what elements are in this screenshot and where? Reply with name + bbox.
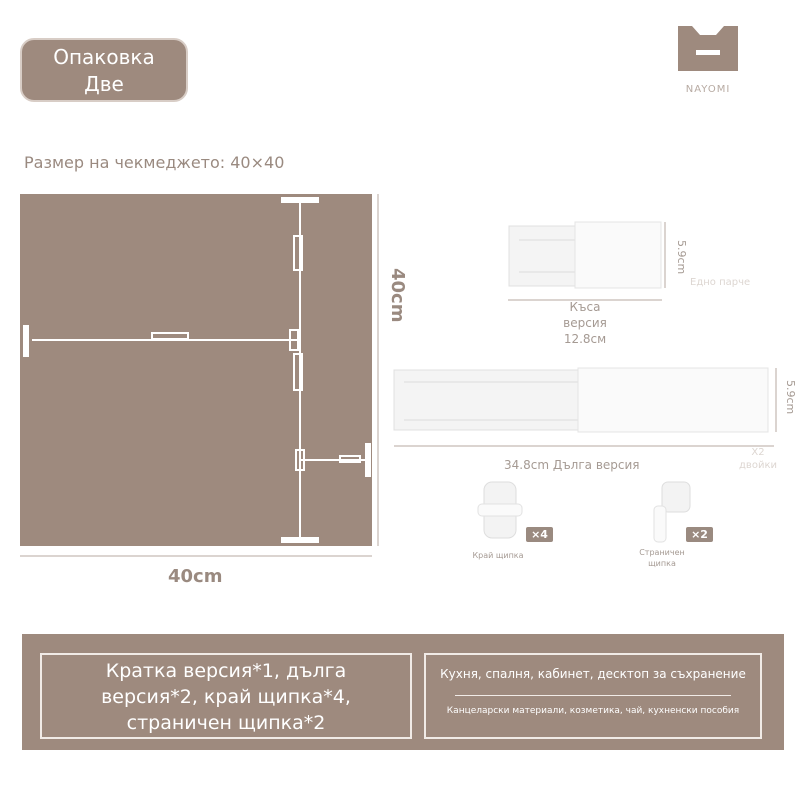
usage-subtitle: Канцеларски материали, козметика, чай, кухненски пособия [446,706,740,716]
divider-layout-diagram [20,194,372,546]
contents-line-1: Кратка версия*1, дълга [105,660,347,682]
package-contents-box [40,653,412,739]
brand-logo-text: NAYOMI [685,84,731,95]
short-note: Едно парче [690,277,751,288]
short-height-label: 5.9cm [675,240,688,275]
long-length-line [394,444,774,448]
side-clip-label [632,547,692,569]
usage-divider [455,695,731,696]
badge-line-2: Две [84,72,124,96]
end-clip-count: ×4 [526,527,553,542]
usage-box [424,653,762,739]
side-clip-count: ×2 [686,527,713,542]
long-divider-illustration [392,364,772,436]
long-count-line-2: двойки [739,460,777,471]
long-count [728,446,788,472]
short-height-line [663,222,667,288]
badge-line-1: Опаковка [53,45,155,69]
contents-line-2: версия*2, край щипка*4, [101,686,351,708]
package-badge [20,38,188,102]
drawer-height-line [376,194,380,546]
short-title [540,299,630,347]
drawer-width-label: 40cm [168,566,223,587]
drawer-size-label: Размер на чекмеджето: 40×40 [24,153,285,172]
short-length-label: 12.8см [563,332,607,346]
long-caption: 34.8cm Дълга версия [504,458,640,472]
long-height-line [774,368,778,432]
side-clip-label-line-1: Страничен [639,548,685,557]
contents-line-3: страничен щипка*2 [126,712,326,734]
short-title-line-2: версия [563,316,607,330]
brand-logo-icon [678,26,738,71]
long-height-label: 5.9cm [784,380,797,415]
short-divider-illustration [505,218,670,293]
short-title-line-1: Къса [569,300,601,314]
usage-title: Кухня, спалня, кабинет, десктоп за съхранение [440,667,746,681]
end-clip-label: Край щипка [472,551,524,560]
drawer-width-line [20,554,372,558]
side-clip-label-line-2: щипка [648,559,676,568]
long-count-line-1: X2 [751,447,765,458]
drawer-diagram [20,194,372,546]
end-clip-illustration [476,478,526,546]
drawer-height-label: 40cm [387,268,408,323]
